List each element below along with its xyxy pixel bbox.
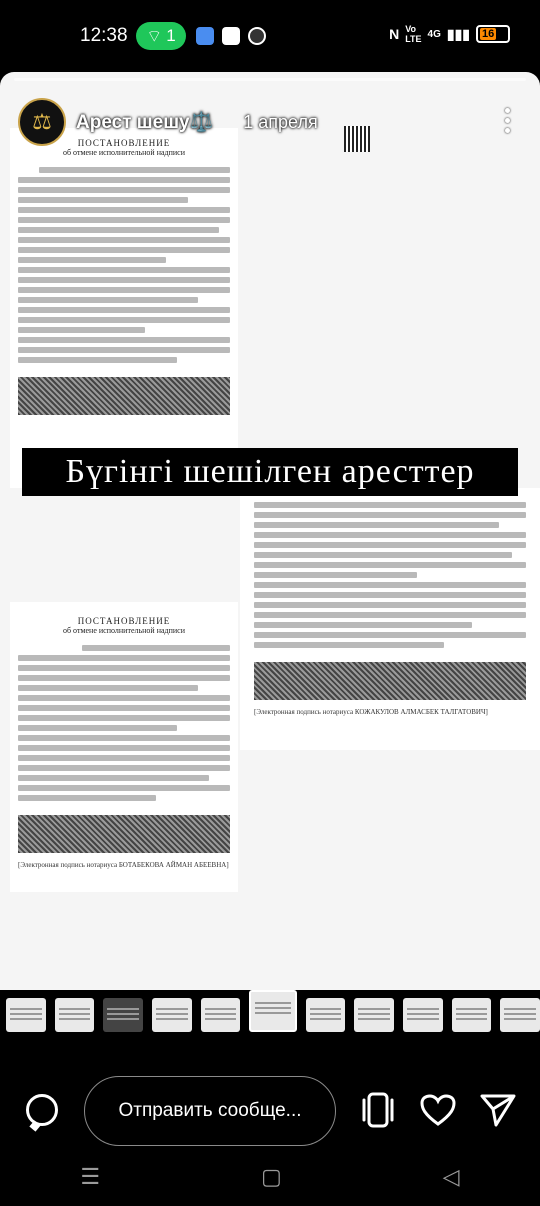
system-nav-bar <box>0 1152 540 1202</box>
wifi-icon: ⌔ <box>146 26 163 46</box>
battery-icon <box>476 25 510 43</box>
story-date: 1 апреля <box>243 111 318 132</box>
signature-barcode <box>18 373 230 419</box>
reply-bar <box>0 1032 540 1206</box>
story-view[interactable] <box>0 72 540 990</box>
nfc-icon: Ν <box>389 26 400 42</box>
network-label: 4G <box>427 28 441 40</box>
volte-icon: Vo LTE <box>405 24 422 44</box>
hotspot-count: 1 <box>166 26 176 45</box>
hotspot-indicator <box>136 22 186 50</box>
qr-code <box>344 126 370 152</box>
more-options-icon[interactable] <box>505 108 510 133</box>
app-notification-icon <box>222 27 240 45</box>
clock: 12:38 <box>80 25 128 46</box>
document-image <box>240 488 540 750</box>
menu-icon[interactable]: ☰ <box>80 1164 101 1189</box>
document-title: ПОСТАНОВЛЕНИЕ <box>77 138 171 148</box>
avatar[interactable] <box>18 98 66 146</box>
send-icon[interactable] <box>478 1090 518 1130</box>
document-subtitle: об отмене исполнительной надписи <box>62 148 185 157</box>
heart-icon[interactable] <box>418 1090 458 1130</box>
signature-caption: [Электронная подпись нотариуса БОТАБЕКОВА АЙМАН АБЕЕВНА] <box>18 861 229 869</box>
story-thumbnail[interactable] <box>452 998 492 1032</box>
story-header <box>18 98 318 146</box>
back-icon[interactable]: ◁ <box>442 1164 460 1189</box>
reels-icon[interactable] <box>358 1090 398 1130</box>
story-thumbnail[interactable] <box>6 998 46 1032</box>
story-thumbnail-selected[interactable] <box>249 990 297 1032</box>
app-notification-icon <box>248 27 266 45</box>
story-progress-bar <box>14 78 526 81</box>
story-thumbnail[interactable] <box>354 998 394 1032</box>
story-thumbnail[interactable] <box>55 998 95 1032</box>
document-subtitle: об отмене исполнительной надписи <box>62 626 185 635</box>
author-name[interactable]: Арест шешу⚖️ <box>76 112 214 133</box>
story-thumbnail[interactable] <box>500 998 540 1032</box>
story-thumbnail[interactable] <box>103 998 143 1032</box>
story-banner: Бүгінгі шешілген аресттер <box>22 448 518 496</box>
document-title: ПОСТАНОВЛЕНИЕ <box>77 616 171 626</box>
signature-barcode <box>18 811 230 857</box>
search-icon[interactable] <box>26 1094 58 1126</box>
battery-level: 16 <box>482 28 495 40</box>
signature-barcode <box>254 658 526 704</box>
document-image <box>10 602 238 892</box>
message-placeholder: Отправить сообще... <box>118 1100 302 1121</box>
status-bar <box>0 0 540 72</box>
signature-caption: [Электронная подпись нотариуса КОЖАКУЛОВ АЛМАСБЕК ТАЛГАТОВИЧ] <box>254 708 488 716</box>
story-thumbnail[interactable] <box>152 998 192 1032</box>
home-icon[interactable]: ▢ <box>261 1164 282 1189</box>
story-thumbnail[interactable] <box>201 998 241 1032</box>
document-image <box>10 128 238 488</box>
app-notification-icon <box>196 27 214 45</box>
story-thumbnails <box>0 990 540 1032</box>
scales-icon: ⚖ <box>32 109 52 134</box>
story-thumbnail[interactable] <box>306 998 346 1032</box>
story-thumbnail[interactable] <box>403 998 443 1032</box>
message-input[interactable] <box>84 1076 336 1146</box>
signal-icon: ▮▮▮ <box>446 25 470 42</box>
